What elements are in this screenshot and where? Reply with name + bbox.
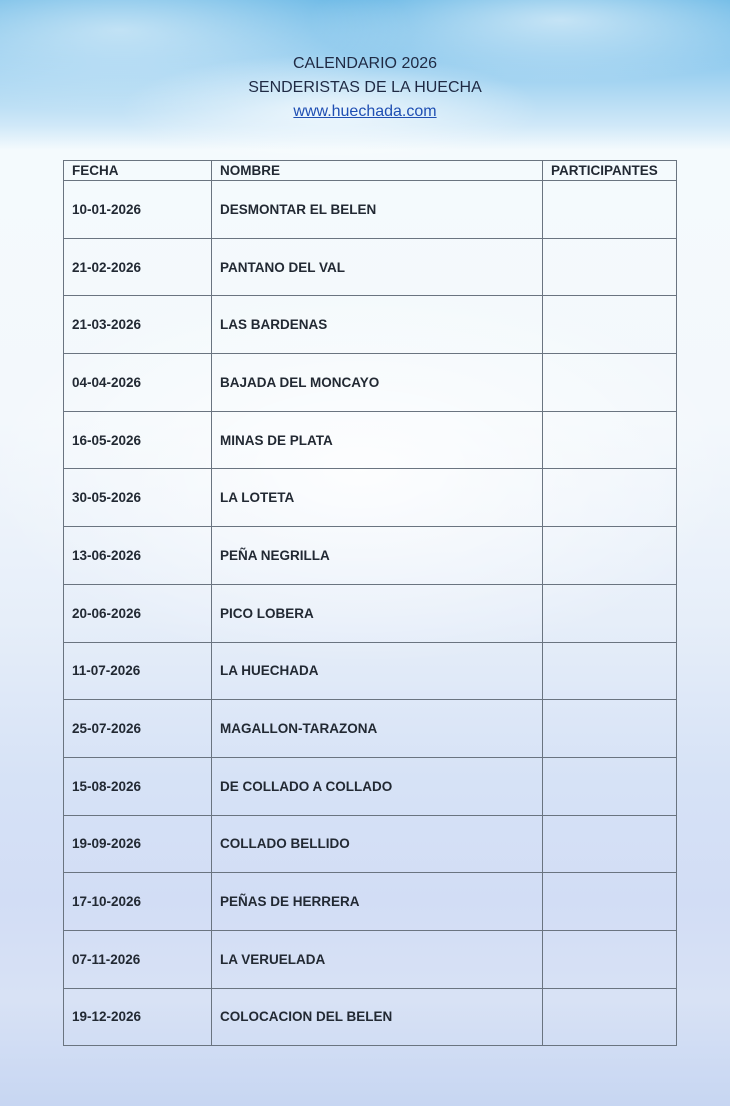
participantes-cell[interactable] [543, 354, 677, 412]
nombre-cell: DE COLLADO A COLLADO [212, 757, 543, 815]
document-subtitle: SENDERISTAS DE LA HUECHA [248, 79, 482, 96]
nombre-cell: LA VERUELADA [212, 930, 543, 988]
column-header-participantes: PARTICIPANTES [543, 161, 677, 181]
participantes-cell[interactable] [543, 757, 677, 815]
nombre-cell: MINAS DE PLATA [212, 411, 543, 469]
fecha-cell: 13-06-2026 [64, 527, 212, 585]
calendar-table [63, 160, 677, 1046]
table-row [64, 584, 677, 642]
nombre-cell: BAJADA DEL MONCAYO [212, 354, 543, 412]
nombre-cell: PEÑAS DE HERRERA [212, 873, 543, 931]
fecha-cell: 17-10-2026 [64, 873, 212, 931]
table-row [64, 238, 677, 296]
fecha-cell: 19-09-2026 [64, 815, 212, 873]
fecha-cell: 04-04-2026 [64, 354, 212, 412]
nombre-cell: COLOCACION DEL BELEN [212, 988, 543, 1046]
participantes-cell[interactable] [543, 411, 677, 469]
nombre-cell: LA HUECHADA [212, 642, 543, 700]
nombre-cell: PANTANO DEL VAL [212, 238, 543, 296]
nombre-cell: PICO LOBERA [212, 584, 543, 642]
fecha-cell: 21-03-2026 [64, 296, 212, 354]
participantes-cell[interactable] [543, 873, 677, 931]
table-row [64, 815, 677, 873]
fecha-cell: 21-02-2026 [64, 238, 212, 296]
nombre-cell: DESMONTAR EL BELEN [212, 181, 543, 239]
participantes-cell[interactable] [543, 642, 677, 700]
table-row [64, 296, 677, 354]
document-title: CALENDARIO 2026 [292, 55, 438, 72]
fecha-cell: 30-05-2026 [64, 469, 212, 527]
table-row [64, 930, 677, 988]
website-link[interactable]: www.huechada.com [293, 103, 437, 120]
fecha-cell: 15-08-2026 [64, 757, 212, 815]
table-row [64, 757, 677, 815]
participantes-cell[interactable] [543, 815, 677, 873]
calendar-body [64, 181, 677, 1046]
fecha-cell: 20-06-2026 [64, 584, 212, 642]
participantes-cell[interactable] [543, 988, 677, 1046]
column-header-fecha: FECHA [64, 161, 212, 181]
fecha-cell: 25-07-2026 [64, 700, 212, 758]
nombre-cell: PEÑA NEGRILLA [212, 527, 543, 585]
fecha-cell: 19-12-2026 [64, 988, 212, 1046]
participantes-cell[interactable] [543, 700, 677, 758]
nombre-cell: LA LOTETA [212, 469, 543, 527]
table-row [64, 527, 677, 585]
participantes-cell[interactable] [543, 296, 677, 354]
document-header [0, 52, 730, 124]
participantes-cell[interactable] [543, 930, 677, 988]
nombre-cell: MAGALLON-TARAZONA [212, 700, 543, 758]
fecha-cell: 16-05-2026 [64, 411, 212, 469]
participantes-cell[interactable] [543, 469, 677, 527]
table-row [64, 700, 677, 758]
participantes-cell[interactable] [543, 238, 677, 296]
table-row [64, 469, 677, 527]
participantes-cell[interactable] [543, 527, 677, 585]
fecha-cell: 10-01-2026 [64, 181, 212, 239]
table-header-row [64, 161, 677, 181]
column-header-nombre: NOMBRE [212, 161, 543, 181]
table-row [64, 873, 677, 931]
table-row [64, 354, 677, 412]
participantes-cell[interactable] [543, 181, 677, 239]
fecha-cell: 07-11-2026 [64, 930, 212, 988]
table-row [64, 411, 677, 469]
nombre-cell: COLLADO BELLIDO [212, 815, 543, 873]
fecha-cell: 11-07-2026 [64, 642, 212, 700]
nombre-cell: LAS BARDENAS [212, 296, 543, 354]
table-row [64, 181, 677, 239]
participantes-cell[interactable] [543, 584, 677, 642]
table-row [64, 642, 677, 700]
table-row [64, 988, 677, 1046]
